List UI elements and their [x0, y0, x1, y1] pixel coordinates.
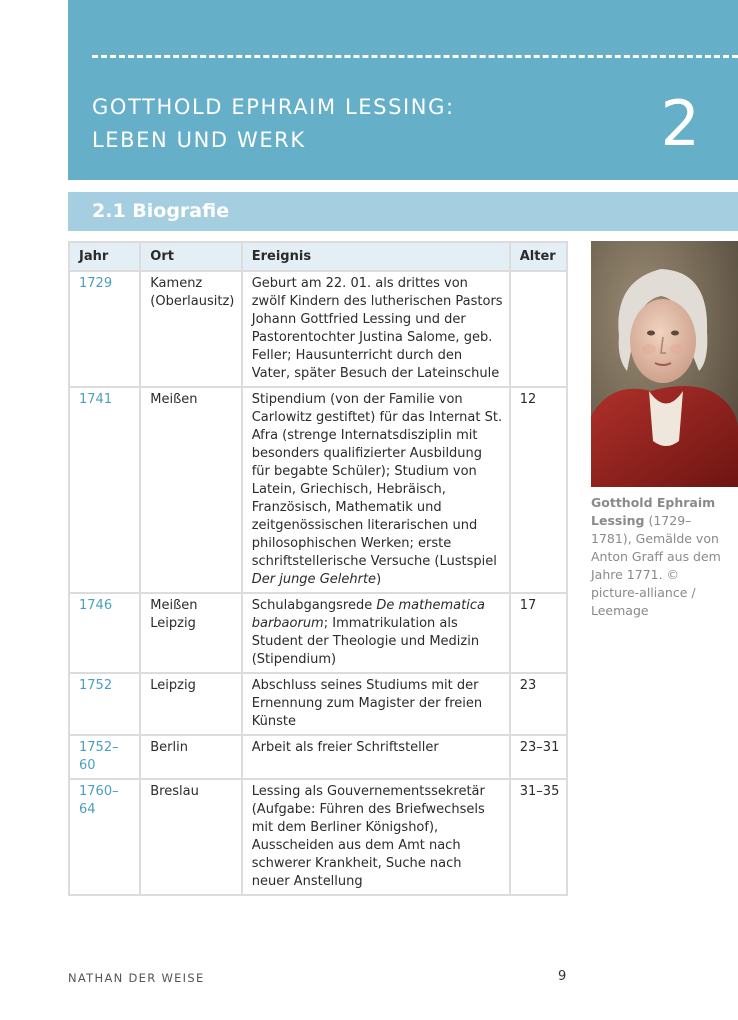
event-cell: Arbeit als freier Schriftsteller	[242, 735, 510, 779]
dashed-divider	[92, 55, 738, 58]
work-title: De mathematica barbaorum	[251, 598, 485, 631]
portrait-caption	[591, 494, 731, 620]
age-cell: 17	[510, 593, 567, 673]
age-cell: 23	[510, 673, 567, 735]
biography-table	[68, 241, 568, 896]
place-cell: Kamenz (Oberlausitz)	[140, 271, 241, 387]
age-cell	[510, 271, 567, 387]
section-header	[68, 192, 738, 231]
event-cell	[242, 387, 510, 593]
table-row	[69, 779, 567, 895]
event-text: Schulabgangsrede	[251, 598, 377, 613]
column-header-age: Alter	[510, 242, 567, 271]
event-text: Stipendium (von der Familie von Carlowitz gestiftet) für das Internat St. Afra (strenge Internatsdisziplin mit besonders qualifizierter Ausbildung für begabte Schüler); Studium von Latein, Griechisch, Hebräisch, Französisch, Mathematik und zeitgenössischen literarischen und philosophischen Werken; erste schriftstellerische Versuche (Lustspiel	[251, 392, 503, 569]
chapter-number: 2	[660, 87, 700, 160]
column-header-event: Ereignis	[242, 242, 510, 271]
event-cell: Abschluss seines Studiums mit der Ernennung zum Magister der freien Künste	[242, 673, 510, 735]
place-cell: Berlin	[140, 735, 241, 779]
year-cell: 1746	[69, 593, 140, 673]
chapter-title-line1: GOTTHOLD EPHRAIM LESSING:	[92, 95, 455, 119]
event-cell: Geburt am 22. 01. als drittes von zwölf Kindern des lutherischen Pastors Johann Gottfried Lessing und der Pastorentochter Justina Salome, geb. Feller; Hausunterricht durch den Vater, später Besuch der Lateinschule	[242, 271, 510, 387]
place-cell: Leipzig	[140, 673, 241, 735]
footer-book-title: NATHAN DER WEISE	[68, 971, 205, 985]
place-cell: Meißen Leipzig	[140, 593, 241, 673]
year-cell: 1752	[69, 673, 140, 735]
event-cell: Lessing als Gouvernementssekretär (Aufgabe: Führen des Briefwechsels mit dem Berliner Königshof), Ausscheiden aus dem Amt nach schwerer Krankheit, Suche nach neuer Anstellung	[242, 779, 510, 895]
year-cell: 1752–60	[69, 735, 140, 779]
event-cell	[242, 593, 510, 673]
place-cell: Breslau	[140, 779, 241, 895]
age-cell: 23–31	[510, 735, 567, 779]
table-row	[69, 593, 567, 673]
table-row	[69, 387, 567, 593]
event-text: ; Immatrikulation als Student der Theologie und Medizin (Stipendium)	[251, 616, 480, 667]
age-cell: 31–35	[510, 779, 567, 895]
chapter-title	[92, 91, 455, 157]
year-cell: 1729	[69, 271, 140, 387]
caption-text: (1729–1781), Gemälde von Anton Graff aus dem Jahre 1771. © picture-alliance / Leemage	[591, 513, 721, 618]
age-cell: 12	[510, 387, 567, 593]
table-row	[69, 673, 567, 735]
chapter-header	[68, 0, 738, 180]
table-header-row	[69, 242, 567, 271]
column-header-year: Jahr	[69, 242, 140, 271]
chapter-title-line2: LEBEN UND WERK	[92, 128, 306, 152]
portrait-image	[591, 241, 738, 487]
page-number: 9	[558, 969, 567, 984]
place-cell: Meißen	[140, 387, 241, 593]
year-cell: 1741	[69, 387, 140, 593]
year-cell: 1760–64	[69, 779, 140, 895]
table-row	[69, 735, 567, 779]
column-header-place: Ort	[140, 242, 241, 271]
event-text: )	[376, 572, 382, 587]
section-title: 2.1 Biografie	[92, 200, 230, 222]
caption-name: Gotthold Ephraim Lessing	[591, 495, 716, 528]
table-row	[69, 271, 567, 387]
work-title: Der junge Gelehrte	[251, 572, 377, 587]
